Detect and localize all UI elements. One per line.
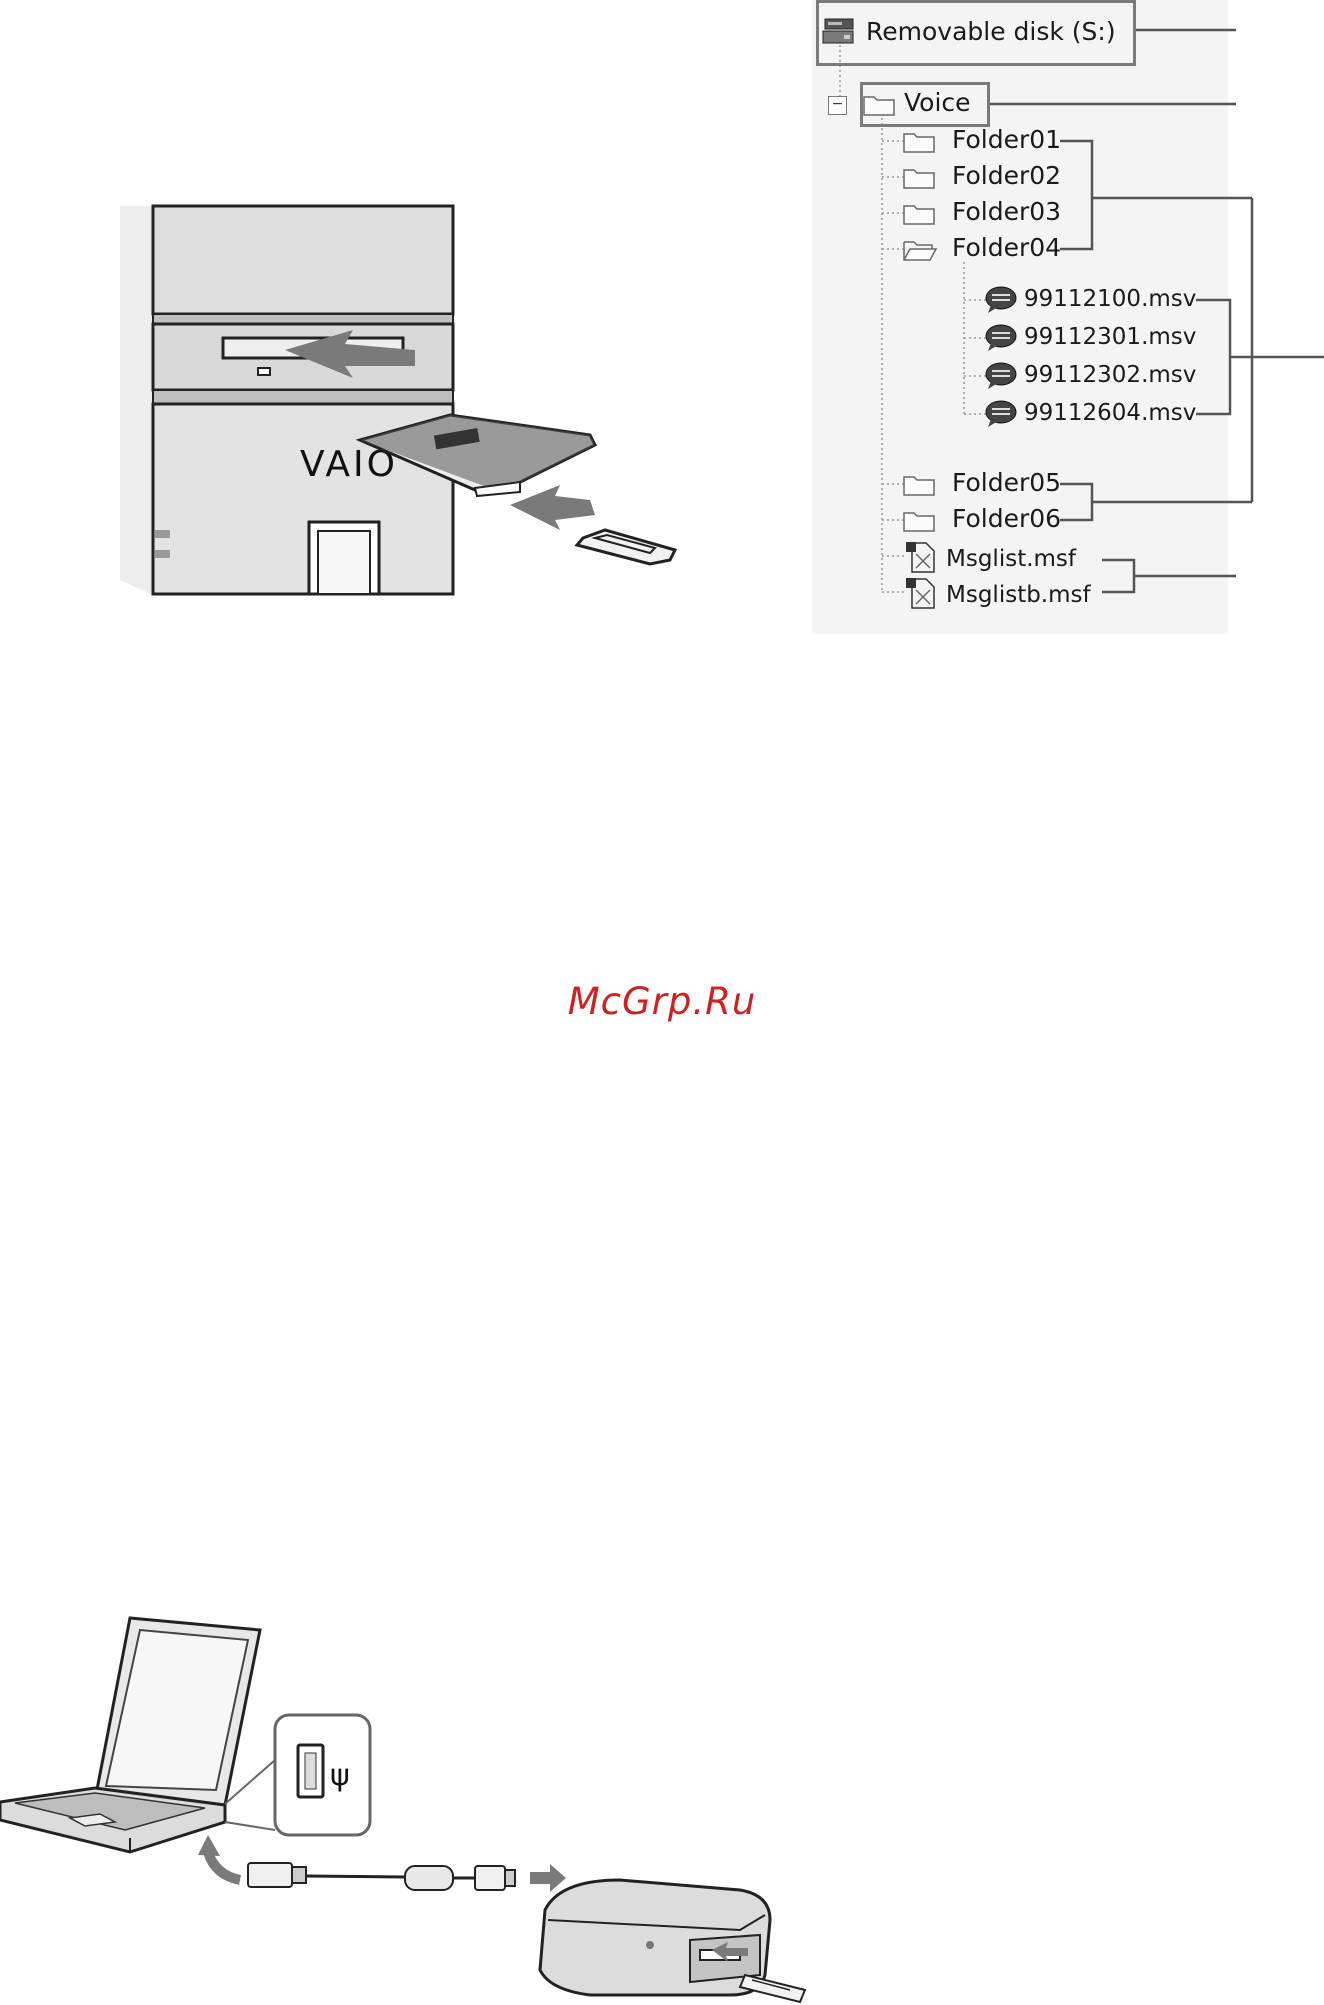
usb-reader-illustration [0,1590,830,2005]
tree-item-folder06[interactable]: Folder06 [952,504,1062,533]
tree-item-folder01[interactable]: Folder01 [952,125,1062,154]
folder-icon[interactable] [902,164,936,190]
folder-icon[interactable] [902,128,936,154]
folder-icon[interactable] [902,200,936,226]
folder-icon[interactable] [902,471,936,497]
tree-item-msglist[interactable]: Msglist.msf [946,546,1077,572]
plug-in-arrow [208,1852,240,1880]
usb-symbol-icon: ψ [330,1758,350,1793]
tree-item-voice[interactable]: Voice [904,88,971,117]
usb-b-plug [475,1866,505,1890]
ferrite-core [405,1866,453,1890]
usb-a-plug [248,1863,292,1887]
tree-item-removable-disk[interactable]: Removable disk (S:) [866,17,1116,46]
voice-message-icon[interactable] [984,399,1018,429]
vaio-logo: VAIO [300,444,398,485]
voice-message-icon[interactable] [984,323,1018,353]
voice-message-icon[interactable] [984,285,1018,315]
watermark-text: McGrp.Ru [567,980,757,1023]
folder-icon[interactable] [902,507,936,533]
tree-item-folder04[interactable]: Folder04 [952,233,1062,262]
folder-open-icon[interactable] [902,236,938,262]
connect-arrow [530,1864,566,1892]
tree-item-msglistb[interactable]: Msglistb.msf [946,582,1091,608]
collapse-toggle-icon[interactable]: − [828,96,847,115]
tower-side-shading [120,206,153,595]
memory-stick [740,1975,805,2002]
tree-item-message[interactable]: 99112301.msv [1024,324,1197,350]
vaio-desktop-illustration [115,200,715,600]
tree-item-folder05[interactable]: Folder05 [952,468,1062,497]
tree-item-folder02[interactable]: Folder02 [952,161,1062,190]
card-insert-arrow [510,485,595,530]
tree-item-folder03[interactable]: Folder03 [952,197,1062,226]
tree-item-message[interactable]: 99112604.msv [1024,400,1197,426]
tree-item-message[interactable]: 99112100.msv [1024,286,1197,312]
tower-top-bay [153,206,453,314]
removable-disk-icon[interactable] [822,15,858,47]
list-file-icon[interactable] [904,576,938,610]
voice-message-icon[interactable] [984,361,1018,391]
folder-icon[interactable] [862,91,896,117]
list-file-icon[interactable] [904,540,938,574]
tree-item-message[interactable]: 99112302.msv [1024,362,1197,388]
usb-cable [306,1876,405,1877]
